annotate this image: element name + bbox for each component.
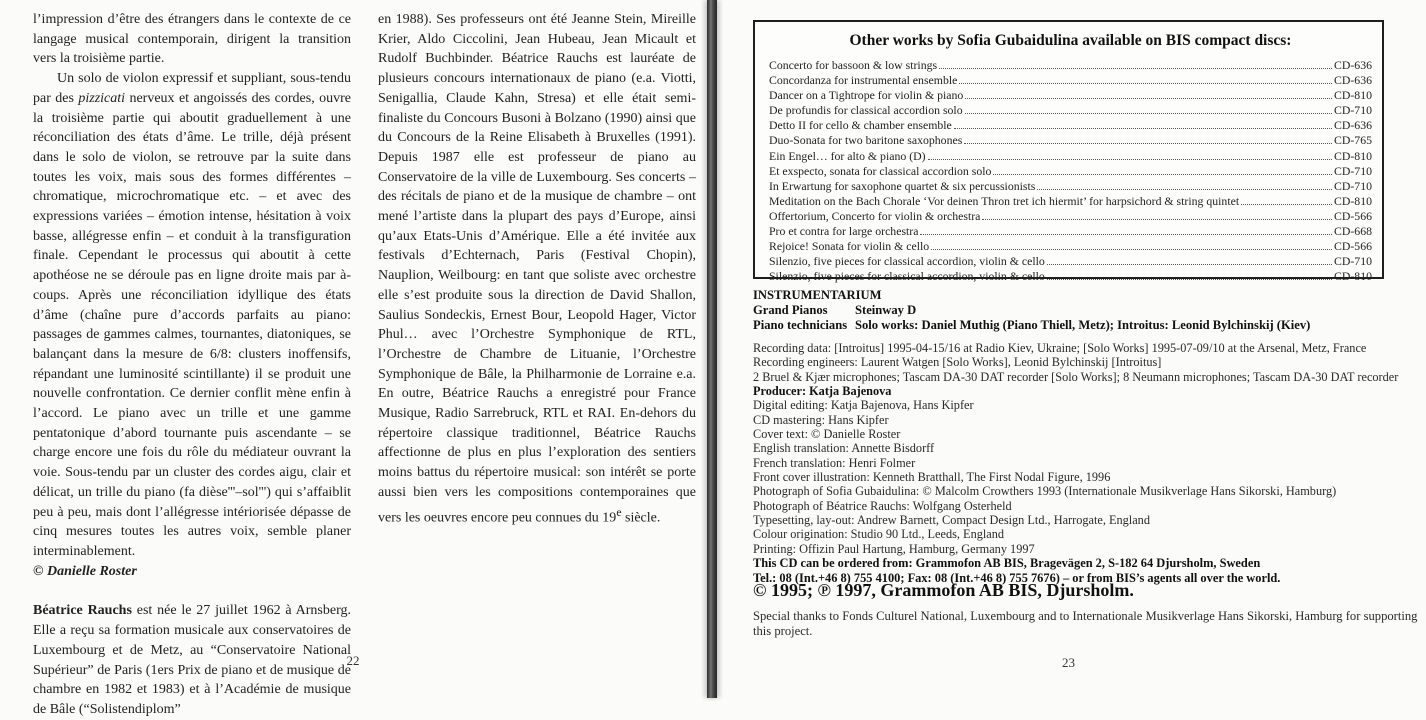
copyright-statement: © 1995; ℗ 1997, Grammofon AB BIS, Djursholm. (753, 580, 1134, 600)
credit-line: Front cover illustration: Kenneth Bratthall, The First Nodal Figure, 1996 (753, 470, 1111, 485)
work-cd-number: CD-566 (1333, 239, 1372, 254)
work-title: Meditation on the Bach Chorale ‘Vor deinen Thron tret ich hiermit’ for harpsichord & string quintet (769, 193, 1240, 208)
work-row (769, 103, 1372, 118)
instrumentarium-rows (753, 303, 1415, 333)
dotted-leader (954, 128, 1332, 129)
work-title: Silenzio, five pieces for classical accordion, violin & cello (769, 269, 1045, 284)
instrumentarium-row (753, 318, 1415, 333)
credit-line: Digital editing: Katja Bajenova, Hans Kipfer (753, 398, 974, 413)
ordering-phone-line: Tel.: 08 (Int.+46 8) 755 4100; Fax: 08 (Int.+46 8) 755 7676) – or from BIS’s agents all over the world. (753, 570, 1281, 585)
work-row (769, 149, 1372, 164)
dotted-leader (1241, 204, 1332, 205)
work-cd-number: CD-765 (1333, 133, 1372, 148)
page-number-left: 22 (346, 653, 360, 668)
work-cd-number: CD-710 (1333, 103, 1372, 118)
work-cd-number: CD-810 (1333, 88, 1372, 103)
instrumentarium-row (753, 303, 1415, 318)
credit-line: English translation: Annette Bisdorff (753, 441, 935, 456)
paragraph-text: siècle. (621, 510, 661, 526)
paragraph-biography-continued (378, 10, 696, 528)
credit-lines-top (753, 341, 1425, 384)
work-row (769, 73, 1372, 88)
dotted-leader (959, 83, 1332, 84)
work-cd-number: CD-810 (1333, 193, 1372, 208)
special-thanks-note: Special thanks to Fonds Culturel National, Luxembourg and to Internationale Musikverlage Hans Sikorski, Hamburg for supporting this project. (753, 609, 1418, 638)
work-cd-number: CD-710 (1333, 163, 1372, 178)
work-cd-number: CD-710 (1333, 254, 1372, 269)
work-row (769, 133, 1372, 148)
booklet-fold-divider (707, 0, 717, 698)
paragraph-text: l’impression d’être des étrangers dans le contexte de ce langage musical contemporain, dirigent la transition vers la troisième partie. (33, 12, 351, 67)
left-page-column-1 (33, 10, 351, 720)
instrumentarium-label: Grand Pianos (753, 303, 828, 318)
credit-line: Cover text: © Danielle Roster (753, 427, 901, 442)
person-name: Béatrice Rauchs (33, 603, 132, 619)
dotted-leader (1047, 264, 1332, 265)
credit-lines-bottom (753, 398, 1425, 556)
paragraph-text: en 1988). Ses professeurs ont été Jeanne Stein, Mireille Krier, Aldo Ciccolini, Jean Hubeau, Jean Micault et Rudolf Buchbinder. Béatrice Rauchs est lauréate de plusieurs concours internationaux de piano (e.a. Viotti, Senigallia, Claude Kahn, Stresa) et elle était semi-finaliste du Concours Busoni à Bolzano (1990) ainsi que du Concours de la Reine Elisabeth à Bruxelles (1991). Depuis 1987 elle est professeur de piano au Conservatoire de la ville de Luxembourg. Ses concerts – des récitals de piano et de la musique de chambre – ont mené l’artiste dans la plupart des pays d’Europe, ainsi qu’aux Etats-Unis d’Amérique. Elle a été invitée aux festivals d’Echternach, Paris (Festival Chopin), Nauplion, Weilbourg: en tant que soliste avec orchestre elle s’est produite sous la direction de David Shallon, Saulius Sondeckis, Ernest Bour, Leopold Hager, Victor Phul… avec l’Orchestre Symphonique de RTL, l’Orchestre de Chambre de Lituanie, l’Orchestre Symphonique de Bâle, la Philharmonie de Lorraine e.a. En outre, Béatrice Rauchs a enregistré pour France Musique, Radio Sarrebruck, RTL et RAI. En-dehors du répertoire classique traditionnel, Béatrice Rauchs affectionne de plus en plus l’exploration des sentiers moins battus du répertoire musical: son intérêt se porte aussi bien vers les compositions contemporaines que vers les oeuvres encore peu connues du 19 (378, 12, 696, 526)
work-title: Ein Engel… for alto & piano (D) (769, 148, 926, 163)
other-works-title: Other works by Sofia Gubaidulina available on BIS compact discs: (849, 32, 1292, 49)
work-row (769, 58, 1372, 73)
production-credits (753, 341, 1425, 556)
ordering-address-line: This CD can be ordered from: Grammofon AB BIS, Bragevägen 2, S-182 64 Djursholm, Sweden (753, 556, 1261, 570)
work-cd-number: CD-636 (1333, 118, 1372, 133)
credit-line: Typesetting, lay-out: Andrew Barnett, Compact Design Ltd., Harrogate, England (753, 513, 1150, 528)
work-title: Pro et contra for large orchestra (769, 224, 919, 239)
work-title: Rejoice! Sonata for violin & cello (769, 239, 930, 254)
dotted-leader (920, 234, 1332, 235)
work-row (769, 194, 1372, 209)
paragraph-text: Un solo de violon expressif et suppliant, sous-tendu par des (33, 71, 351, 106)
work-title: In Erwartung for saxophone quartet & six percussionists (769, 178, 1036, 193)
dotted-leader (928, 159, 1332, 160)
work-cd-number: CD-668 (1333, 224, 1372, 239)
work-cd-number: CD-636 (1333, 58, 1372, 72)
work-cd-number: CD-710 (1333, 178, 1372, 193)
work-cd-number: CD-566 (1333, 208, 1372, 223)
work-title: Concerto for bassoon & low strings (769, 58, 938, 72)
work-row (769, 164, 1372, 179)
work-title: Concordanza for instrumental ensemble (769, 73, 958, 88)
other-works-box (753, 20, 1384, 284)
dotted-leader (1037, 189, 1332, 190)
work-row (769, 209, 1372, 224)
dotted-leader (993, 174, 1332, 175)
work-title: Duo-Sonata for two baritone saxophones (769, 133, 963, 148)
paragraph-text: nerveux et angoissés des cordes, ouvre la troisième partie qui aboutit graduellement à une réconciliation des états d’âme. Le trille, déjà présent dans le solo de violon, se retrouve par la suite dans toutes les voix, mais sous des formes différentes – chromatique, microchromatique etc. – et avec des expressions variées – émotion intense, hésitation à voix basse, allégresse enfin – et conduit à la transfiguration finale. Cependant le processus qui aboutit à cette apothéose ne se déroule pas en ligne droite mais par à-coups. Après une réconciliation idyllique des états d’âme (chaîne pure d’accords parfaits au piano: passages de gammes calmes, tournantes, diatoniques, se balançant dans la mesure de 6/8: clusters inoffensifs, répandant une luminosité scintillante) il se produit une nouvelle confrontation. Ce dernier conflit mène enfin à l’accord. Le piano avec un trille et une gamme pentatonique d’abord tournante puis ascendante – se charge encore une fois du rôle du médiateur ouvrant la voie. Sous-tendu par un cluster des cordes aigu, clair et délicat, un trille du piano (fa dièse'''–sol''') qui s’affaiblit peu à peu, mais dont l’allégresse intériorisée dépasse de cinq mesures toutes les autres voix, semble planer interminablement. (33, 90, 351, 559)
credit-line: French translation: Henri Folmer (753, 455, 916, 470)
work-cd-number: CD-636 (1333, 73, 1372, 88)
instrumentarium-label: Piano technicians (753, 318, 848, 333)
dotted-leader (939, 68, 1332, 69)
work-row (769, 118, 1372, 133)
other-works-list (769, 58, 1372, 284)
work-row (769, 254, 1372, 269)
author-signature: © Danielle Roster (33, 563, 137, 579)
instrumentarium-value: Solo works: Daniel Muthig (Piano Thiell, Metz); Introitus: Leonid Bylchinskij (Kiev) (855, 318, 1311, 333)
italic-term-pizzicati: pizzicati (78, 90, 126, 106)
work-title: Silenzio, five pieces for classical accordion, violin & cello (769, 254, 1045, 269)
work-title: Dancer on a Tightrope for violin & piano (769, 88, 964, 103)
dotted-leader (931, 249, 1332, 250)
credit-line: 2 Bruel & Kjær microphones; Tascam DA-30 DAT recorder [Solo Works]; 8 Neumann microphones; Tascam DA-30 DAT recorder (753, 369, 1399, 384)
instrumentarium-heading: INSTRUMENTARIUM (753, 288, 882, 302)
paragraph-violin-solo (33, 69, 351, 562)
work-title: De profundis for classical accordion solo (769, 103, 963, 118)
work-row (769, 224, 1372, 239)
paragraph-text: est née le 27 juillet 1962 à Arnsberg. Elle a reçu sa formation musicale aux conservatoires de Luxembourg et de Metz, au “Conservatoire National Supérieur” de Paris (1ers Prix de piano et de musique de chambre en 1982 et 1983) et à l’Académie de musique de Bâle (“Solistendiplom” (33, 603, 352, 717)
work-title: Detto II for cello & chamber ensemble (769, 118, 952, 133)
credit-line: CD mastering: Hans Kipfer (753, 412, 889, 427)
credit-line: Recording engineers: Laurent Watgen [Solo Works], Leonid Bylchinskij [Introitus] (753, 355, 1162, 370)
dotted-leader (1047, 279, 1332, 280)
superscript-e: e (616, 505, 622, 519)
work-row (769, 179, 1372, 194)
dotted-leader (982, 219, 1332, 220)
work-row (769, 239, 1372, 254)
dotted-leader (965, 98, 1332, 99)
work-cd-number: CD-810 (1333, 269, 1372, 284)
producer-credit-line: Producer: Katja Bajenova (753, 384, 892, 399)
work-title: Offertorium, Concerto for violin & orchestra (769, 208, 981, 223)
dotted-leader (964, 143, 1332, 144)
instrumentarium-value: Steinway D (855, 303, 917, 318)
work-title: Et exspecto, sonata for classical accordion solo (769, 163, 992, 178)
work-row (769, 88, 1372, 103)
paragraph-continuation (33, 10, 351, 69)
instrumentarium-section (753, 288, 1415, 334)
credit-line: Colour origination: Studio 90 Ltd., Leeds, England (753, 527, 1005, 542)
left-page-column-2 (378, 10, 696, 528)
credit-line: Recording data: [Introitus] 1995-04-15/16 at Radio Kiev, Ukraine; [Solo Works] 1995-07-09/10 at the Arsenal, Metz, France (753, 341, 1367, 355)
credit-line: Photograph of Béatrice Rauchs: Wolfgang Osterheld (753, 498, 1012, 513)
work-cd-number: CD-810 (1333, 148, 1372, 163)
page-number-right: 23 (1062, 655, 1075, 670)
work-row (769, 269, 1372, 284)
credit-line: Photograph of Sofia Gubaidulina: © Malcolm Crowthers 1993 (Internationale Musikverlage Hans Sikorski, Hamburg) (753, 484, 1337, 499)
dotted-leader (965, 113, 1332, 114)
credit-line: Printing: Offizin Paul Hartung, Hamburg, Germany 1997 (753, 541, 1035, 556)
